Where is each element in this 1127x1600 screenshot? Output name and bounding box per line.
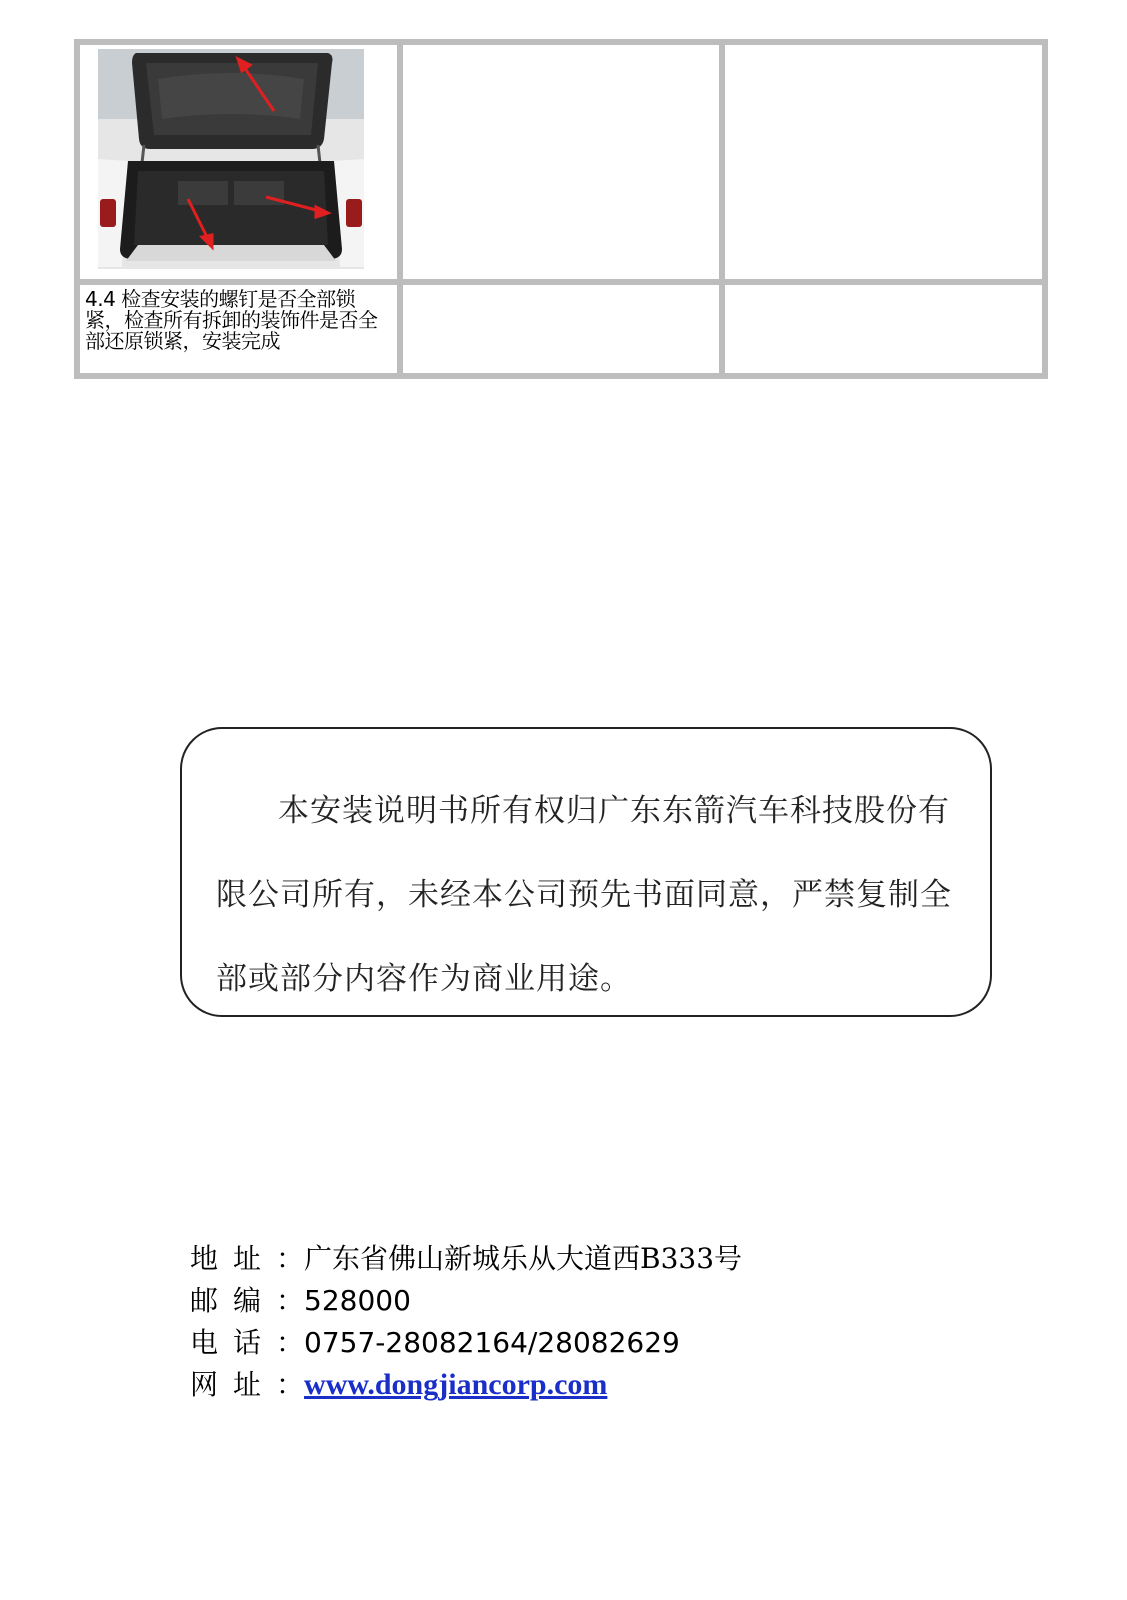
phone-value: 0757-28082164/28082629 xyxy=(304,1326,680,1359)
steps-table xyxy=(74,39,1048,379)
empty-cell xyxy=(722,282,1045,376)
phone-row: 电话：0757-28082164/28082629 xyxy=(190,1326,680,1359)
empty-cell xyxy=(400,42,723,282)
address-label: 地址 xyxy=(190,1242,277,1275)
empty-cell xyxy=(722,42,1045,282)
phone-label: 电话 xyxy=(190,1326,277,1359)
copyright-text: 本安装说明书所有权归广东东箭汽车科技股份有限公司所有，未经本公司预先书面同意，严禁复制全部或部分内容作为商业用途。 xyxy=(216,793,952,997)
table-row xyxy=(77,42,1045,282)
website-link[interactable]: www.dongjiancorp.com xyxy=(304,1368,608,1401)
postcode-label: 邮编 xyxy=(190,1284,277,1317)
postcode-row: 邮编：528000 xyxy=(190,1284,411,1317)
table-row xyxy=(77,282,1045,376)
address-row: 地址：广东省佛山新城乐从大道西B333号 xyxy=(190,1242,743,1275)
photo-cell xyxy=(77,42,400,282)
website-label: 网址 xyxy=(190,1368,277,1401)
address-value: 广东省佛山新城乐从大道西B333号 xyxy=(304,1242,743,1275)
trunk-photo xyxy=(98,49,364,269)
step-4-4-text: 4.4 检查安装的螺钉是否全部锁紧，检查所有拆卸的装饰件是否全部还原锁紧，安装完成 xyxy=(85,287,378,353)
website-row: 网址：www.dongjiancorp.com xyxy=(190,1368,608,1401)
step-cell xyxy=(77,282,400,376)
postcode-value: 528000 xyxy=(304,1284,411,1317)
copyright-box xyxy=(180,727,992,1017)
empty-cell xyxy=(400,282,723,376)
contact-info xyxy=(190,1238,742,1406)
